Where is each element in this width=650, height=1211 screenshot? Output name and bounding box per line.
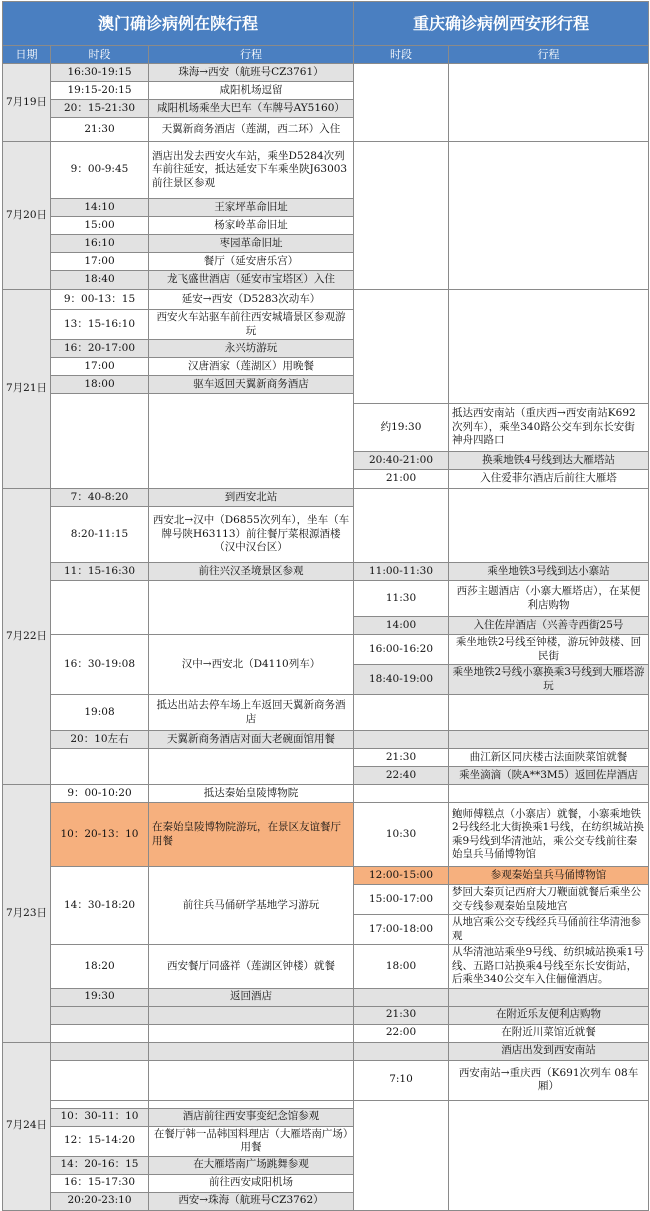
chongqing-empty: [449, 988, 649, 1006]
chongqing-route: 乘坐地铁2号线小寨换乘3号线到大雁塔游玩: [449, 665, 649, 695]
macau-empty: [149, 1100, 354, 1108]
macau-empty: [51, 1060, 149, 1100]
chongqing-route: 梦回大秦页记西府大刀鞭面就餐后乘坐公交专线参观秦始皇陵地宫: [449, 885, 649, 915]
macau-time: 14：20-16：15: [51, 1156, 149, 1174]
chongqing-route: 西莎主题酒店（小寨大雁塔店），在某便利店购物: [449, 581, 649, 617]
itinerary-table: [2, 1, 649, 1211]
chongqing-empty: [354, 695, 449, 731]
table-row: [3, 581, 649, 617]
chongqing-empty: [449, 290, 649, 404]
macau-route: 天翼新商务酒店（莲湖，西二环）入住: [149, 118, 354, 142]
macau-time: 17:00: [51, 253, 149, 271]
macau-time: 9：00-13：15: [51, 290, 149, 310]
chongqing-route: 乘坐地铁2号线至钟楼，游玩钟鼓楼、回民街: [449, 635, 649, 665]
table-row: [3, 749, 649, 767]
macau-time: 16：30-19:08: [51, 635, 149, 695]
chongqing-time: 15:00-17:00: [354, 885, 449, 915]
macau-time: 14:10: [51, 199, 149, 217]
macau-empty: [51, 1024, 149, 1042]
title-row: [3, 2, 649, 46]
chongqing-empty: [449, 785, 649, 803]
macau-route: 西安→珠海（航班号CZ3762）: [149, 1192, 354, 1210]
macau-empty: [51, 749, 149, 785]
macau-route-highlight: 在秦始皇陵博物院游玩，在景区友谊餐厅用餐: [149, 803, 354, 867]
macau-time: 18:20: [51, 945, 149, 989]
macau-time: 7：40-8:20: [51, 489, 149, 507]
macau-time: 10：30-11：10: [51, 1108, 149, 1126]
date-cell: 7月20日: [3, 142, 51, 290]
chongqing-time: 17:00-18:00: [354, 915, 449, 945]
macau-time: 19:15-20:15: [51, 82, 149, 100]
macau-route: 到西安北站: [149, 489, 354, 507]
chongqing-route: 入住爱菲尔酒店后前往大雁塔: [449, 470, 649, 489]
date-cell: 7月24日: [3, 1042, 51, 1210]
chongqing-time: 20:40-21:00: [354, 452, 449, 470]
chongqing-route-header: 行程: [449, 46, 649, 64]
macau-time: 9：00-10:20: [51, 785, 149, 803]
chongqing-empty: [449, 489, 649, 563]
chongqing-time: 22:00: [354, 1024, 449, 1042]
chongqing-empty: [354, 290, 449, 404]
macau-route: 前往兵马俑研学基地学习游玩: [149, 867, 354, 945]
macau-time: 12：15-14:20: [51, 1126, 149, 1156]
chongqing-empty: [354, 64, 449, 142]
chongqing-route-highlight: 参观秦始皇兵马俑博物馆: [449, 867, 649, 885]
macau-route: 杨家岭革命旧址: [149, 217, 354, 235]
table-row: [3, 785, 649, 803]
macau-time: 18:40: [51, 271, 149, 290]
table-row: [3, 290, 649, 310]
chongqing-route: 换乘地铁4号线到达大雁塔站: [449, 452, 649, 470]
macau-route: 在餐厅韩一品韩国料理店（大雁塔南广场）用餐: [149, 1126, 354, 1156]
macau-empty: [149, 1024, 354, 1042]
table-row: [3, 563, 649, 581]
macau-route: 永兴坊游玩: [149, 340, 354, 358]
macau-route: 返回酒店: [149, 988, 354, 1006]
date-cell: 7月23日: [3, 785, 51, 1043]
macau-empty: [51, 581, 149, 635]
chongqing-time: 14:00: [354, 617, 449, 635]
header-row: [3, 46, 649, 64]
macau-route: 餐厅（延安唐乐宫）: [149, 253, 354, 271]
macau-route: 王家坪革命旧址: [149, 199, 354, 217]
macau-route: 枣园革命旧址: [149, 235, 354, 253]
date-cell: 7月22日: [3, 489, 51, 785]
macau-time: 15:00: [51, 217, 149, 235]
macau-route: 珠海→西安（航班号CZ3761）: [149, 64, 354, 82]
chongqing-time-highlight: 12:00-15:00: [354, 867, 449, 885]
chongqing-time: [354, 1042, 449, 1060]
macau-time: 11：15-16:30: [51, 563, 149, 581]
chongqing-route: 在附近乐友便利店购物: [449, 1006, 649, 1024]
macau-empty: [149, 394, 354, 489]
macau-route: 酒店出发去西安火车站，乘坐D5284次列车前往延安，抵达延安下车乘坐陕J63003前往景区参观: [149, 142, 354, 199]
chongqing-empty: [449, 64, 649, 142]
macau-route: 汉中→西安北（D4110列车）: [149, 635, 354, 695]
table-row: [3, 635, 649, 665]
table-row: [3, 803, 649, 867]
chongqing-route: 入住佐岸酒店（兴善寺西街25号: [449, 617, 649, 635]
macau-empty: [149, 1042, 354, 1060]
table-row: [3, 867, 649, 885]
table-row: [3, 489, 649, 507]
macau-route: 前往兴汉圣境景区参观: [149, 563, 354, 581]
chongqing-empty: [354, 988, 449, 1006]
macau-time: 9：00-9:45: [51, 142, 149, 199]
chongqing-empty: [354, 785, 449, 803]
chongqing-time: 21:30: [354, 749, 449, 767]
chongqing-time: 21:00: [354, 470, 449, 489]
macau-route: 在大雁塔南广场跳舞参观: [149, 1156, 354, 1174]
macau-route: 咸阳机场乘坐大巴车（车牌号AY5160）: [149, 100, 354, 118]
table-row: [3, 1006, 649, 1024]
table-row: [3, 988, 649, 1006]
macau-time: 8:20-11:15: [51, 507, 149, 563]
macau-time: 16：20-17:00: [51, 340, 149, 358]
macau-time: 14：30-18:20: [51, 867, 149, 945]
macau-empty: [51, 1100, 149, 1108]
macau-route: 龙飞盛世酒店（延安市宝塔区）入住: [149, 271, 354, 290]
macau-route: 西安北→汉中（D6855次列车），坐车（车牌号陕H63113）前往餐厅菜根源酒楼（汉中汉台区）: [149, 507, 354, 563]
table-row: [3, 695, 649, 731]
macau-empty: [51, 1006, 149, 1024]
chongqing-time: 11:00-11:30: [354, 563, 449, 581]
macau-time: 16:10: [51, 235, 149, 253]
chongqing-route: 曲江新区同庆楼古法面陕菜馆就餐: [449, 749, 649, 767]
chongqing-empty: [449, 731, 649, 749]
macau-time-highlight: 10：20-13：10: [51, 803, 149, 867]
table-row: [3, 142, 649, 199]
chongqing-time: 约19:30: [354, 404, 449, 452]
chongqing-route: 在附近川菜馆近就餐: [449, 1024, 649, 1042]
macau-empty: [149, 1006, 354, 1024]
chongqing-time-header: 时段: [354, 46, 449, 64]
chongqing-empty: [449, 142, 649, 290]
table-row: [3, 945, 649, 989]
macau-empty: [149, 581, 354, 635]
macau-empty: [149, 749, 354, 785]
chongqing-empty: [449, 695, 649, 731]
macau-route: 驱车返回天翼新商务酒店: [149, 376, 354, 394]
chongqing-time: 18:00: [354, 945, 449, 989]
chongqing-empty: [354, 1100, 449, 1210]
chongqing-empty: [354, 731, 449, 749]
date-cell: 7月21日: [3, 290, 51, 489]
macau-time: 13：15-16:10: [51, 310, 149, 340]
table-row: [3, 64, 649, 82]
chongqing-empty: [449, 1100, 649, 1210]
chongqing-route: 鲍师傅糕点（小寨店）就餐，小寨乘地铁2号线经北大街换乘1号线，在纺织城站换乘9号线到华清池站，乘公交专线前往秦始皇兵马俑博物馆: [449, 803, 649, 867]
macau-route: 抵达出站去停车场上车返回天翼新商务酒店: [149, 695, 354, 731]
chongqing-route: 乘坐滴滴（陕A**3M5）返回佐岸酒店: [449, 767, 649, 785]
table-row: [3, 1042, 649, 1060]
macau-time: 16：15-17:30: [51, 1174, 149, 1192]
macau-route: 西安餐厅同盛祥（莲湖区钟楼）就餐: [149, 945, 354, 989]
chongqing-time: 10:30: [354, 803, 449, 867]
chongqing-route: 酒店出发到西安南站: [449, 1042, 649, 1060]
macau-time: 19:08: [51, 695, 149, 731]
macau-route: 西安火车站驱车前往西安城墙景区参观游玩: [149, 310, 354, 340]
chongqing-time: 7:10: [354, 1060, 449, 1100]
macau-empty: [51, 1042, 149, 1060]
macau-route: 天翼新商务酒店对面大老碗面馆用餐: [149, 731, 354, 749]
macau-time: 16:30-19:15: [51, 64, 149, 82]
table-row: [3, 731, 649, 749]
chongqing-time: 16:00-16:20: [354, 635, 449, 665]
date-cell: 7月19日: [3, 64, 51, 142]
chongqing-time: 11:30: [354, 581, 449, 617]
macau-title: 澳门确诊病例在陕行程: [3, 2, 354, 46]
macau-route: 汉唐酒家（莲湖区）用晚餐: [149, 358, 354, 376]
macau-empty: [51, 394, 149, 489]
macau-time: 20：10左右: [51, 731, 149, 749]
macau-route: 抵达秦始皇陵博物院: [149, 785, 354, 803]
chongqing-route: 抵达西安南站（重庆西→西安南站K692次列车），乘坐340路公交车到东长安街神舟四路口: [449, 404, 649, 452]
macau-time-header: 时段: [51, 46, 149, 64]
table-row: [3, 1024, 649, 1042]
chongqing-empty: [354, 489, 449, 563]
chongqing-route: 从地宫乘公交专线经兵马俑前往华清池参观: [449, 915, 649, 945]
table-row: [3, 1100, 649, 1108]
macau-route: 延安→西安（D5283次动车）: [149, 290, 354, 310]
chongqing-title: 重庆确诊病例西安形行程: [354, 2, 649, 46]
chongqing-time: 18:40-19:00: [354, 665, 449, 695]
chongqing-route: 西安南站→重庆西（K691次列车 08车厢）: [449, 1060, 649, 1100]
macau-time: 19:30: [51, 988, 149, 1006]
macau-empty: [149, 1060, 354, 1100]
macau-time: 20:20-23:10: [51, 1192, 149, 1210]
macau-time: 20：15-21:30: [51, 100, 149, 118]
macau-time: 18:00: [51, 376, 149, 394]
macau-route: 酒店前往西安事变纪念馆参观: [149, 1108, 354, 1126]
macau-time: 17:00: [51, 358, 149, 376]
chongqing-time: 21:30: [354, 1006, 449, 1024]
macau-time: 21:30: [51, 118, 149, 142]
table-row: [3, 1060, 649, 1100]
macau-route: 前往西安咸阳机场: [149, 1174, 354, 1192]
date-header: 日期: [3, 46, 51, 64]
chongqing-route: 从华清池站乘坐9号线、纺织城站换乘1号线、五路口站换乘4号线至东长安街站，后乘坐340公交车入住俪僮酒店。: [449, 945, 649, 989]
macau-route: 咸阳机场逗留: [149, 82, 354, 100]
chongqing-time: 22:40: [354, 767, 449, 785]
macau-route-header: 行程: [149, 46, 354, 64]
chongqing-route: 乘坐地铁3号线到达小寨站: [449, 563, 649, 581]
chongqing-empty: [354, 142, 449, 290]
